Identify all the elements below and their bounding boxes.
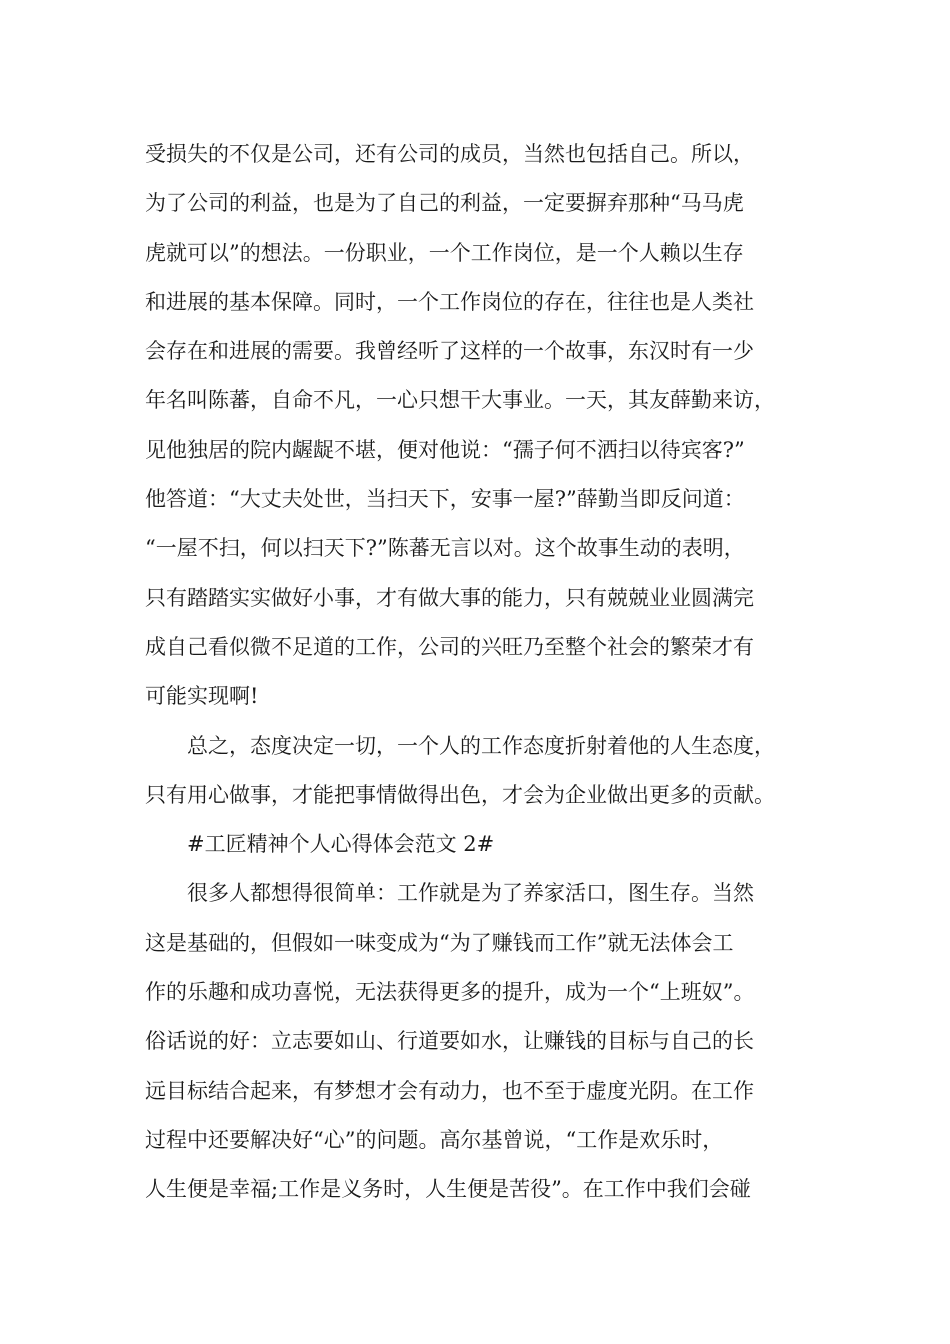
text-line: 过程中还要解决好“心”的问题。高尔基曾说，“工作是欢乐时， — [145, 1127, 724, 1152]
text-line: 虎就可以”的想法。一份职业，一个工作岗位，是一个人赖以生存 — [145, 240, 744, 265]
section-heading: #工匠精神个人心得体会范文 2# — [187, 832, 495, 857]
text-line: 远目标结合起来，有梦想才会有动力，也不至于虚度光阴。在工作 — [145, 1078, 754, 1103]
text-line: 成自己看似微不足道的工作，公司的兴旺乃至整个社会的繁荣才有 — [145, 634, 754, 659]
text-line: 人生便是幸福;工作是义务时，人生便是苦役”。在工作中我们会碰 — [145, 1177, 751, 1202]
text-line: 很多人都想得很简单：工作就是为了养家活口，图生存。当然 — [187, 881, 754, 906]
text-line: 这是基础的，但假如一味变成为“为了赚钱而工作”就无法体会工 — [145, 930, 734, 955]
text-line: 总之，态度决定一切，一个人的工作态度折射着他的人生态度， — [187, 733, 775, 758]
text-line: 为了公司的利益，也是为了自己的利益，一定要摒弃那种“马马虎 — [145, 191, 744, 216]
text-line: 和进展的基本保障。同时，一个工作岗位的存在，往往也是人类社 — [145, 289, 754, 314]
text-line: “一屋不扫，何以扫天下?”陈蕃无言以对。这个故事生动的表明， — [145, 536, 745, 561]
text-line: 可能实现啊! — [145, 684, 259, 709]
text-line: 俗话说的好：立志要如山、行道要如水，让赚钱的目标与自己的长 — [145, 1029, 754, 1054]
text-line: 作的乐趣和成功喜悦，无法获得更多的提升，成为一个“上班奴”。 — [145, 980, 755, 1005]
text-line: 受损失的不仅是公司，还有公司的成员，当然也包括自己。所以， — [145, 142, 754, 166]
text-line: 只有踏踏实实做好小事，才有做大事的能力，只有兢兢业业圆满完 — [145, 585, 754, 610]
text-line: 年名叫陈蕃，自命不凡，一心只想干大事业。一天，其友薛勤来访， — [145, 388, 775, 413]
text-line: 见他独居的院内龌龊不堪，便对他说：“孺子何不洒扫以待宾客?” — [145, 437, 745, 462]
text-line: 只有用心做事，才能把事情做得出色，才会为企业做出更多的贡献。 — [145, 782, 775, 807]
body-text — [145, 130, 825, 1215]
text-line: 他答道：“大丈夫处世，当扫天下，安事一屋?”薛勤当即反问道： — [145, 487, 745, 512]
text-line: 会存在和进展的需要。我曾经听了这样的一个故事，东汉时有一少 — [145, 339, 754, 364]
